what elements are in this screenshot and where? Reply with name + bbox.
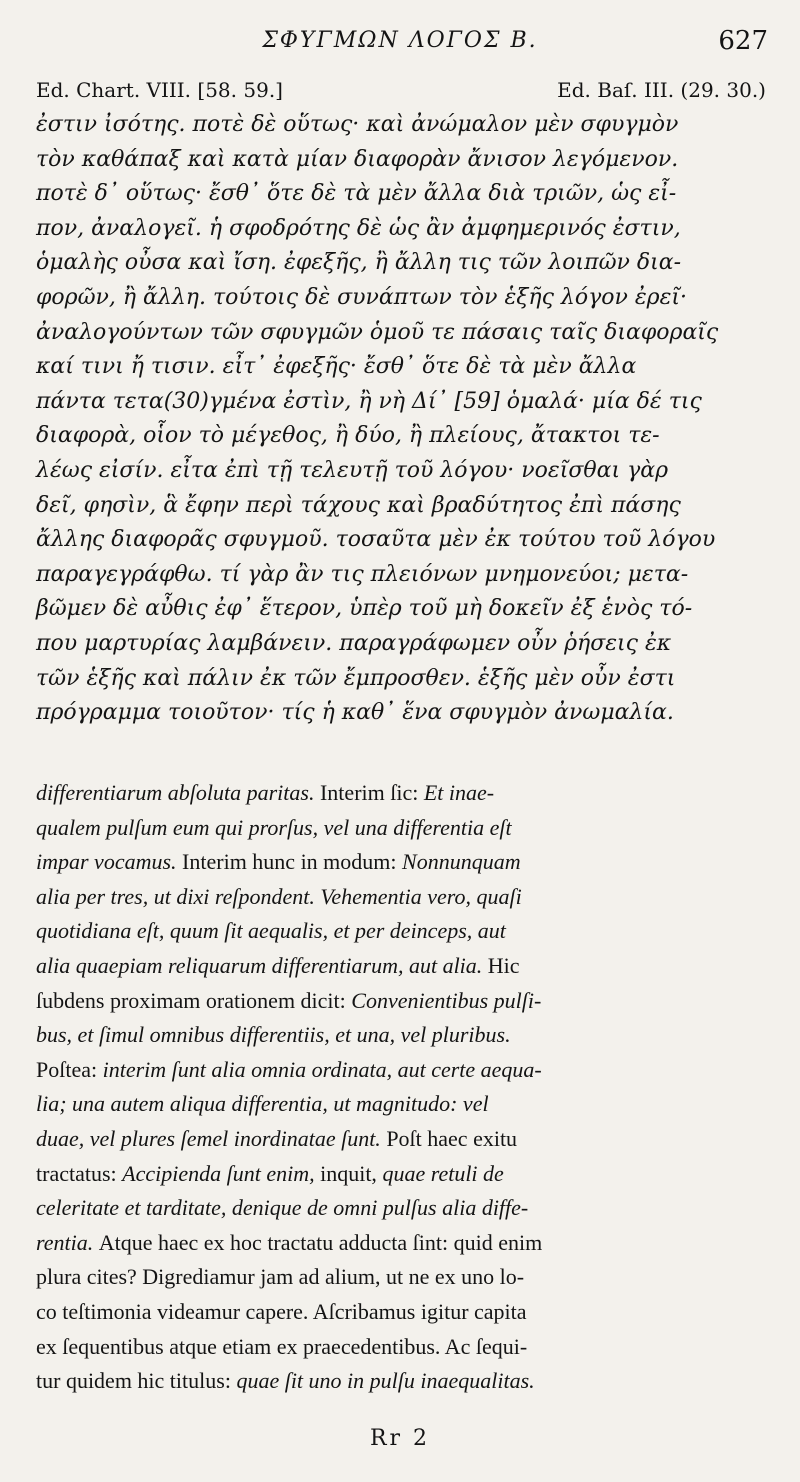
latin-roman-run: Poſt haec exitu: [386, 1125, 518, 1151]
latin-italic-run: Nonnunquam: [402, 849, 521, 875]
latin-line: [36, 776, 766, 811]
latin-line: [36, 1157, 766, 1192]
latin-italic-run: differentiarum abſoluta paritas.: [36, 780, 320, 805]
greek-line: ἄλλης διαφορᾶς σφυγμοῦ. τοσαῦτα μὲν ἐκ τούτου τοῦ λόγου: [36, 527, 716, 553]
latin-roman-run: Interim hunc in modum:: [182, 849, 403, 875]
latin-line: [36, 1295, 766, 1330]
latin-text-block: [36, 776, 766, 1399]
latin-line: [36, 1226, 766, 1261]
greek-line: βῶμεν δὲ αὖθις ἐφ᾽ ἕτερον, ὑπὲρ τοῦ μὴ δοκεῖν ἐξ ἑνὸς τό-: [36, 596, 693, 622]
greek-line: διαφορὰ, οἷον τὸ μέγεθος, ἢ δύο, ἢ πλείους, ἄτακτοι τε-: [36, 423, 660, 449]
latin-line: [36, 949, 766, 984]
latin-roman-run: co teſtimonia videamur capere. Aſcribamus igitur capita: [36, 1298, 527, 1324]
latin-italic-run: qualem pulſum eum qui prorſus, vel una differentia eſt: [36, 814, 512, 840]
greek-line: καί τινι ἤ τισιν. εἶτ᾽ ἐφεξῆς· ἔσθ᾽ ὅτε δὲ τὰ μὲν ἄλλα: [36, 354, 637, 380]
latin-roman-run: Poſtea:: [36, 1056, 103, 1082]
latin-line: [36, 1018, 766, 1053]
latin-line: [36, 1260, 766, 1295]
greek-line: ἐστιν ἰσότης. ποτὲ δὲ οὕτως· καὶ ἀνώμαλον μὲν σφυγμὸν: [36, 112, 679, 137]
greek-line: παραγεγράφθω. τί γὰρ ἂν τις πλειόνων μνημονεύοι; μετα-: [36, 561, 689, 587]
latin-roman-run: tractatus:: [36, 1160, 123, 1186]
greek-line: δεῖ, φησὶν, ἃ ἔφην περὶ τάχους καὶ βραδύτητος ἐπὶ πάσης: [36, 492, 681, 518]
latin-line: [36, 1330, 766, 1365]
latin-roman-run: Atque haec ex hoc tractatu adducta ſint: quid enim: [98, 1229, 543, 1255]
greek-line: πάντα τετα(30)γμένα ἐστὶν, ἢ νὴ Δί᾽ [59] ὁμαλά· μία δέ τις: [36, 388, 702, 414]
latin-line: [36, 1087, 766, 1122]
greek-line: τὸν καθάπαξ καὶ κατὰ μίαν διαφορὰν ἄνισον λεγόμενον.: [36, 146, 679, 172]
latin-line: [36, 1364, 766, 1399]
greek-line: λέως εἰσίν. εἶτα ἐπὶ τῇ τελευτῇ τοῦ λόγου· νοεῖσθαι γὰρ: [36, 457, 669, 483]
latin-roman-run: Interim ſic:: [319, 780, 424, 805]
latin-italic-run: Convenientibus pulſi-: [351, 987, 542, 1013]
greek-line: πον, ἀναλογεῖ. ἡ σφοδρότης δὲ ὡς ἂν ἀμφημερινός ἐστιν,: [36, 215, 681, 241]
latin-italic-run: lia; una autem aliqua differentia, ut magnitudo: vel: [36, 1091, 489, 1117]
latin-roman-run: ſubdens proximam orationem dicit:: [36, 987, 352, 1013]
edition-left: Ed. Chart. VIII. [58. 59.]: [36, 78, 283, 102]
latin-italic-run: celeritate et tarditate, denique de omni pulſus alia diffe-: [36, 1195, 529, 1221]
greek-text-block: [36, 108, 766, 731]
latin-italic-run: rentia.: [36, 1229, 99, 1255]
running-title: ΣΦΥΓΜΩΝ ΛΟΓΟΣ Β.: [262, 28, 538, 53]
latin-roman-run: Hic: [487, 952, 520, 978]
latin-line: [36, 984, 766, 1019]
latin-italic-run: alia per tres, ut dixi reſpondent. Vehementia vero, quaſi: [36, 883, 522, 909]
greek-line: ὁμαλὴς οὖσα καὶ ἴση. ἐφεξῆς, ἢ ἄλλη τις τῶν λοιπῶν δια-: [36, 250, 682, 276]
latin-line: [36, 880, 766, 915]
greek-line: φορῶν, ἢ ἄλλη. τούτοις δὲ συνάπτων τὸν ἑξῆς λόγον ἐρεῖ·: [36, 284, 688, 310]
latin-italic-run: quae ſit uno in pulſu inaequalitas.: [236, 1368, 535, 1394]
latin-line: [36, 1191, 766, 1226]
latin-italic-run: bus, et ſimul omnibus differentiis, et una, vel pluribus.: [36, 1022, 511, 1048]
greek-line: ποτὲ δ᾽ οὕτως· ἔσθ᾽ ὅτε δὲ τὰ μὲν ἄλλα διὰ τριῶν, ὡς εἶ-: [36, 181, 677, 207]
edition-right: Ed. Baſ. III. (29. 30.): [557, 78, 766, 102]
latin-line: [36, 811, 766, 846]
latin-line: [36, 1053, 766, 1088]
latin-roman-run: ex ſequentibus atque etiam ex praecedentibus. Ac ſequi-: [36, 1333, 528, 1359]
latin-italic-run: alia quaepiam reliquarum differentiarum, aut alia.: [36, 952, 488, 978]
latin-italic-run: quae retuli de: [382, 1160, 504, 1186]
latin-roman-run: inquit,: [320, 1160, 383, 1186]
greek-line: πρόγραμμα τοιοῦτον· τίς ἡ καθ᾽ ἕνα σφυγμὸν ἀνωμαλία.: [36, 700, 674, 726]
greek-line: ἀναλογούντων τῶν σφυγμῶν ὁμοῦ τε πάσαις ταῖς διαφοραῖς: [36, 319, 719, 345]
latin-italic-run: Et inae-: [423, 780, 495, 805]
greek-line: τῶν ἑξῆς καὶ πάλιν ἐκ τῶν ἔμπροσθεν. ἑξῆς μὲν οὖν ἐστι: [36, 665, 676, 691]
latin-italic-run: duae, vel plures ſemel inordinatae ſunt.: [36, 1125, 387, 1151]
latin-roman-run: tur quidem hic titulus:: [36, 1368, 237, 1394]
latin-italic-run: impar vocamus.: [36, 849, 183, 875]
page-number: 627: [718, 26, 768, 56]
latin-italic-run: quotidiana eſt, quum ſit aequalis, et per deinceps, aut: [36, 918, 506, 944]
latin-line: [36, 914, 766, 949]
latin-italic-run: interim ſunt alia omnia ordinata, aut certe aequa-: [102, 1056, 542, 1082]
latin-line: [36, 845, 766, 880]
latin-line: [36, 1122, 766, 1157]
latin-roman-run: plura cites? Digrediamur jam ad alium, ut ne ex uno lo-: [36, 1264, 525, 1290]
latin-italic-run: Accipienda ſunt enim,: [122, 1160, 321, 1186]
signature-mark: Rr 2: [369, 1426, 431, 1451]
greek-line: που μαρτυρίας λαμβάνειν. παραγράφωμεν οὖν ῥήσεις ἐκ: [36, 630, 672, 656]
